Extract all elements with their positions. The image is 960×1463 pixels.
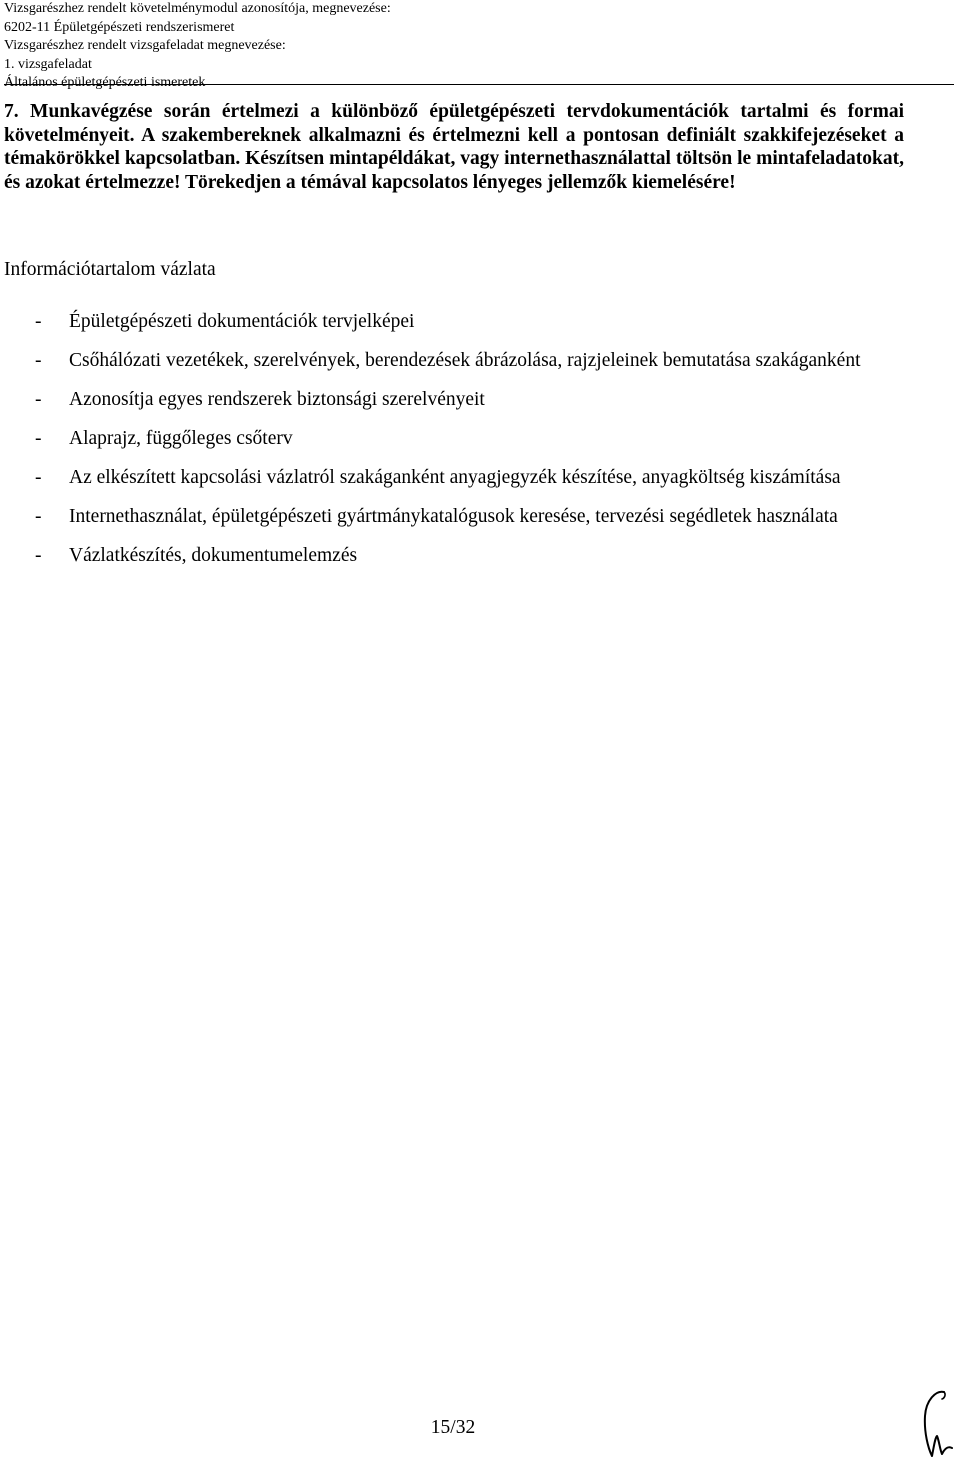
- list-item-text: Internethasználat, épületgépészeti gyártmánykatalógusok keresése, tervezési segédletek használata: [69, 506, 838, 527]
- outline-title: Információtartalom vázlata: [4, 259, 216, 280]
- bullet-dash: -: [35, 350, 42, 371]
- list-item-text: Csőhálózati vezetékek, szerelvények, berendezések ábrázolása, rajzjeleinek bemutatása szakáganként: [69, 350, 861, 371]
- header-task-label: Vizsgarészhez rendelt vizsgafeladat megnevezése:: [4, 38, 286, 53]
- list-item: [4, 419, 904, 458]
- list-item: [4, 458, 904, 497]
- list-item: [4, 380, 904, 419]
- page-number: 15/32: [430, 1417, 476, 1438]
- document-header: [4, 0, 954, 93]
- header-task-name: Általános épületgépészeti ismeretek: [4, 75, 206, 90]
- list-item-text: Alaprajz, függőleges csőterv: [69, 428, 293, 449]
- bullet-dash: -: [35, 467, 42, 488]
- list-item: [4, 536, 904, 575]
- bullet-dash: -: [35, 311, 42, 332]
- list-item-text: Az elkészített kapcsolási vázlatról szakáganként anyagjegyzék készítése, anyagköltség kiszámítása: [69, 467, 841, 488]
- header-module-name: 6202-11 Épületgépészeti rendszerismeret: [4, 19, 235, 35]
- task-description: 7. Munkavégzése során értelmezi a különböző épületgépészeti tervdokumentációk tartalmi és formai követelményeit. A szakembereknek alkalmazni és értelmezni kell a pontosan definiált szakkifejezéseket a témakörökkel kapcsolatban. Készítsen mintapéldákat, vagy internethasználattal töltsön le mintafeladatokat, és azokat értelmezze! Törekedjen a témával kapcsolatos lényeges jellemzők kiemelésére!: [4, 101, 904, 194]
- signature-mark: [918, 1386, 958, 1462]
- list-item: [4, 302, 904, 341]
- header-module-label: Vizsgarészhez rendelt követelménymodul azonosítója, megnevezése:: [4, 1, 391, 16]
- bullet-dash: -: [35, 545, 42, 566]
- bullet-dash: -: [35, 389, 42, 410]
- list-item: [4, 341, 904, 380]
- header-divider: [4, 84, 954, 85]
- bullet-dash: -: [35, 428, 42, 449]
- list-item-text: Vázlatkészítés, dokumentumelemzés: [69, 545, 358, 566]
- list-item-text: Épületgépészeti dokumentációk tervjelképei: [69, 311, 415, 332]
- list-item-text: Azonosítja egyes rendszerek biztonsági szerelvényeit: [69, 389, 485, 410]
- list-item: [4, 497, 904, 536]
- bullet-dash: -: [35, 506, 42, 527]
- outline-list: [4, 302, 904, 575]
- header-task-number: 1. vizsgafeladat: [4, 56, 92, 72]
